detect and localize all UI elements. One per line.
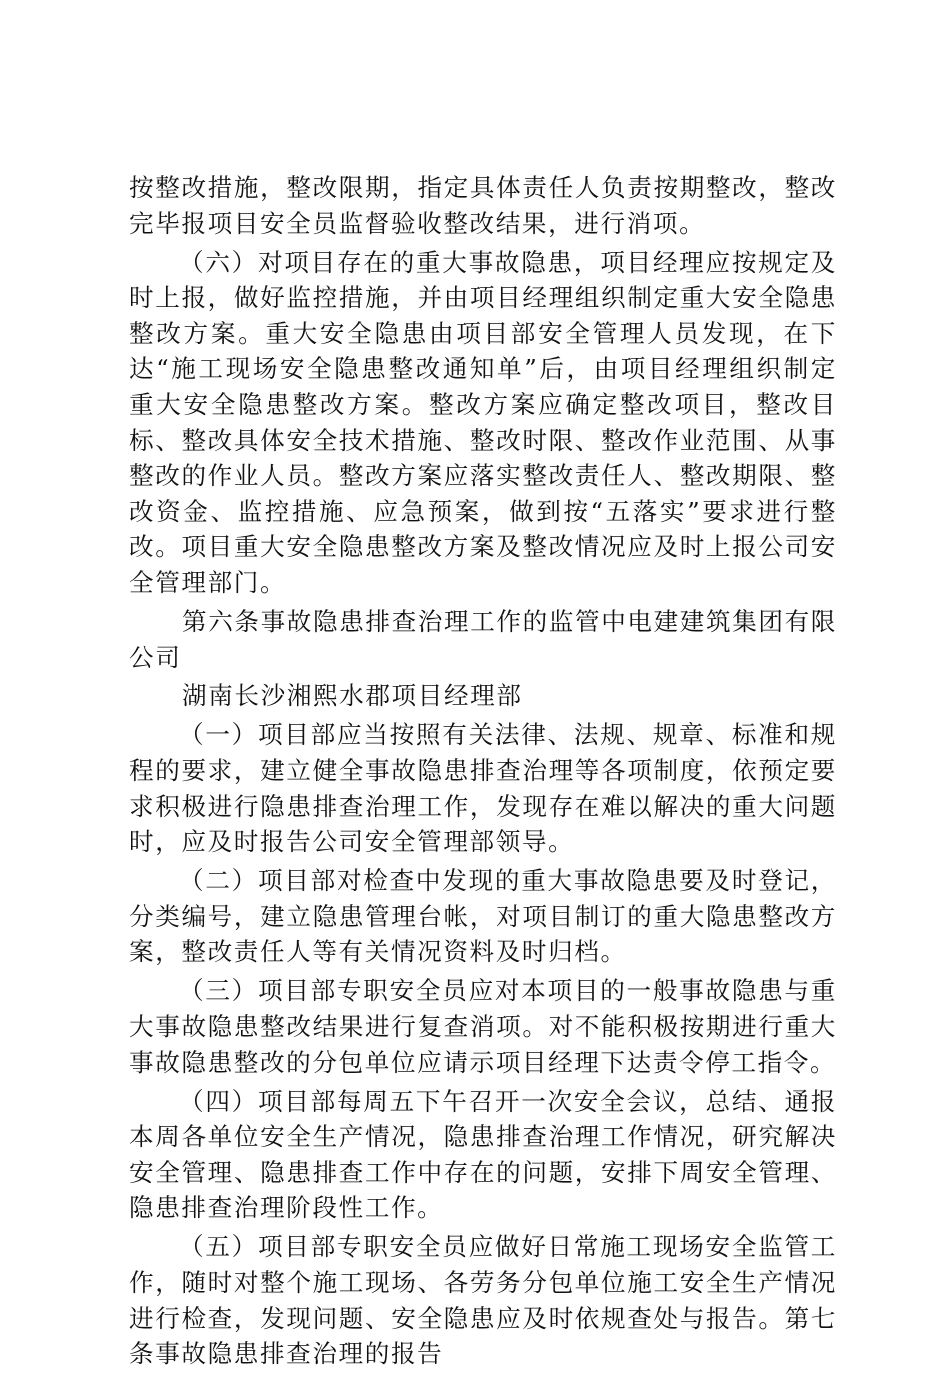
paragraph-article-six-heading: 第六条事故隐患排查治理工作的监管中电建建筑集团有限公司 (129, 606, 837, 672)
paragraph-item-five: （五）项目部专职安全员应做好日常施工现场安全监管工作，随时对整个施工现场、各劳务分包单位施工安全生产情况进行检查，发现问题、安全隐患应及时依规查处与报告。第七条事故隐患排查治理的报告 (129, 1232, 837, 1369)
paragraph-item-three: （三）项目部专职安全员应对本项目的一般事故隐患与重大事故隐患整改结果进行复查消项。对不能积极按期进行重大事故隐患整改的分包单位应请示项目经理下达责令停工指令。 (129, 976, 837, 1077)
document-body (129, 170, 837, 1375)
paragraph-project-department: 湖南长沙湘熙水郡项目经理部 (182, 681, 523, 711)
paragraph-item-two: （二）项目部对检查中发现的重大事故隐患要及时登记，分类编号，建立隐患管理台帐，对项目制订的重大隐患整改方案，整改责任人等有关情况资料及时归档。 (129, 866, 837, 967)
paragraph-item-six: （六）对项目存在的重大事故隐患，项目经理应按规定及时上报，做好监控措施，并由项目经理组织制定重大安全隐患整改方案。重大安全隐患由项目部安全管理人员发现，在下达“施工现场安全隐患整改通知单”后，由项目经理组织制定重大安全隐患整改方案。整改方案应确定整改项目，整改目标、整改具体安全技术措施、整改时限、整改作业范围、从事整改的作业人员。整改方案应落实整改责任人、整改期限、整改资金、监控措施、应急预案，做到按“五落实”要求进行整改。项目重大安全隐患整改方案及整改情况应及时上报公司安全管理部门。 (129, 247, 837, 597)
paragraph-item-one: （一）项目部应当按照有关法律、法规、规章、标准和规程的要求，建立健全事故隐患排查治理等各项制度，依预定要求积极进行隐患排查治理工作，发现存在难以解决的重大问题时，应及时报告公司安全管理部领导。 (129, 720, 837, 857)
paragraph-continuation: 按整改措施，整改限期，指定具体责任人负责按期整改，整改完毕报项目安全员监督验收整改结果，进行消项。 (129, 173, 837, 238)
paragraph-item-four: （四）项目部每周五下午召开一次安全会议，总结、通报本周各单位安全生产情况，隐患排查治理工作情况，研究解决安全管理、隐患排查工作中存在的问题，安排下周安全管理、隐患排查治理阶段性工作。 (129, 1086, 837, 1223)
